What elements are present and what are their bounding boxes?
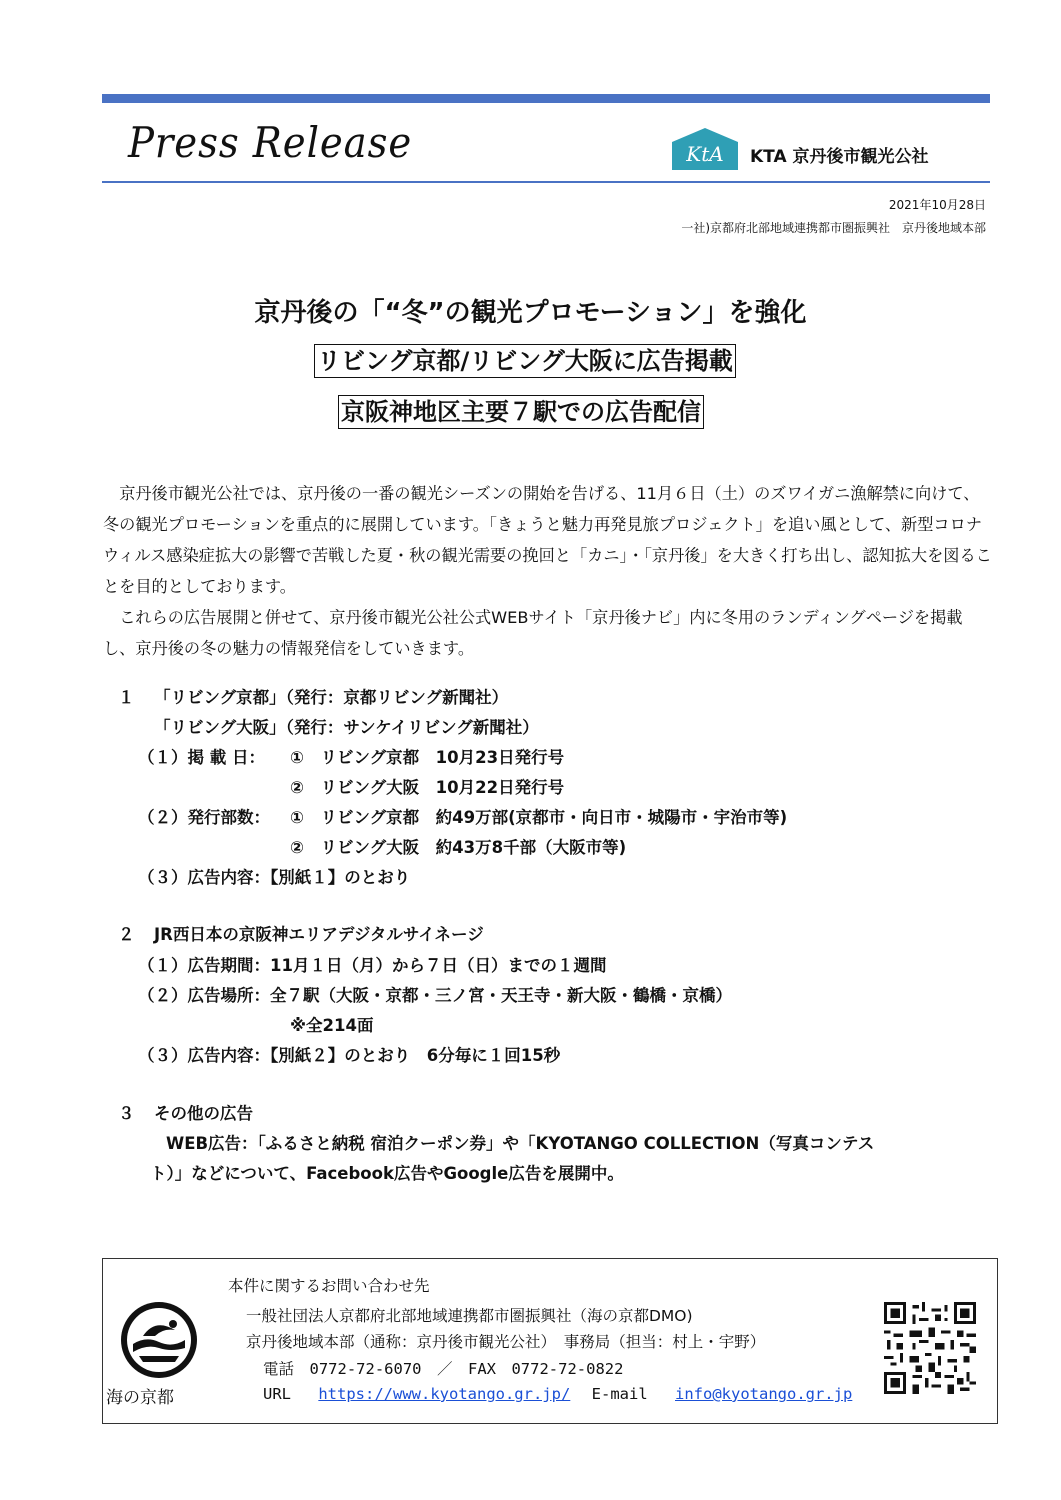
section-1-item-1-a: ① リビング京都 10月23日発行号 <box>290 748 565 767</box>
qr-code-icon <box>884 1302 976 1394</box>
main-title: 京丹後の「“冬”の観光プロモーション」を強化 <box>254 298 807 328</box>
section-3-number: ３ <box>118 1104 135 1123</box>
subtitle-2: 京阪神地区主要７駅での広告配信 <box>338 395 704 429</box>
seal-label: 海の京都 <box>106 1388 174 1408</box>
header-top-bar <box>102 94 990 103</box>
section-1-item-2-label: （２）発行部数： <box>138 808 270 827</box>
contact-phone-fax: 電話 0772-72-6070 ／ FAX 0772-72-0822 <box>263 1360 624 1378</box>
subtitle-1: リビング京都/リビング大阪に広告掲載 <box>314 344 736 378</box>
svg-text:KtA: KtA <box>686 142 724 166</box>
section-2-number: ２ <box>118 925 135 944</box>
url-label: URL <box>263 1385 291 1403</box>
contact-heading: 本件に関するお問い合わせ先 <box>228 1277 430 1295</box>
section-1-line-2: 「リビング大阪」（発行：サンケイリビング新聞社） <box>154 718 539 737</box>
header-rule <box>102 181 990 183</box>
contact-org: 一般社団法人京都府北部地域連携都市圏振興社（海の京都DMO) <box>246 1307 693 1325</box>
intro-text <box>103 478 993 664</box>
umi-no-kyoto-seal-icon <box>119 1300 199 1380</box>
release-date: 2021年10月28日 <box>888 198 986 212</box>
section-2-item-2: （２）広告場所：全７駅（大阪・京都・三ノ宮・天王寺・新大阪・鶴橋・京橋） <box>138 986 732 1005</box>
email-link[interactable]: info@kyotango.gr.jp <box>675 1385 853 1403</box>
intro-paragraph-2: これらの広告展開と併せて、京丹後市観光公社公式WEBサイト「京丹後ナビ」内に冬用のランディングページを掲載し、京丹後の冬の魅力の情報発信をしていきます。 <box>103 608 963 658</box>
website-link[interactable]: https://www.kyotango.gr.jp/ <box>318 1385 571 1403</box>
section-1-item-2-b: ② リビング大阪 約43万8千部（大阪市等) <box>290 838 627 857</box>
section-3-line-1: WEB広告：「ふるさと納税 宿泊クーポン券」や「KYOTANGO COLLECTION（写真コンテス <box>166 1134 875 1153</box>
section-1-item-2-a: ① リビング京都 約49万部(京都市・向日市・城陽市・宇治市等) <box>290 808 788 827</box>
issuing-department: 一社)京都府北部地域連携都市圏振興社 京丹後地域本部 <box>681 221 986 235</box>
section-1-line-1: 「リビング京都」（発行：京都リビング新聞社） <box>154 688 509 707</box>
section-1-number: １ <box>118 688 135 707</box>
section-2-title: JR西日本の京阪神エリアデジタルサイネージ <box>154 925 484 944</box>
contact-office: 京丹後地域本部（通称：京丹後市観光公社） 事務局（担当：村上・宇野） <box>246 1333 766 1351</box>
org-name: KTA 京丹後市観光公社 <box>750 147 929 167</box>
contact-url-row <box>263 1385 852 1403</box>
section-1-item-3: （３）広告内容：【別紙１】のとおり <box>138 868 411 887</box>
section-3-title: その他の広告 <box>154 1104 253 1123</box>
section-2-item-3: （３）広告内容：【別紙２】のとおり 6分毎に１回15秒 <box>138 1046 561 1065</box>
section-3-line-2: ト）」などについて、Facebook広告やGoogle広告を展開中。 <box>150 1164 624 1183</box>
kta-logo <box>670 126 740 172</box>
section-2-item-1: （１）広告期間：11月１日（月）から７日（日）までの１週間 <box>138 956 607 975</box>
email-label: E-mail <box>591 1385 648 1403</box>
press-release-heading: Press Release <box>128 118 413 167</box>
intro-paragraph-1: 京丹後市観光公社では、京丹後の一番の観光シーズンの開始を告げる、11月６日（土）のズワイガニ漁解禁に向けて、冬の観光プロモーションを重点的に展開しています。「きょうと魅力再発見旅プロジェクト」を追い風として、新型コロナウィルス感染症拡大の影響で苦戦した夏・秋の観光需要の挽回と「カニ」・「京丹後」を大きく打ち出し、認知拡大を図ることを目的としております。 <box>103 484 992 596</box>
section-2-item-2-note: ※全214面 <box>290 1016 374 1035</box>
section-1-item-1-b: ② リビング大阪 10月22日発行号 <box>290 778 565 797</box>
section-1-item-1-label: （１）掲 載 日： <box>138 748 265 767</box>
